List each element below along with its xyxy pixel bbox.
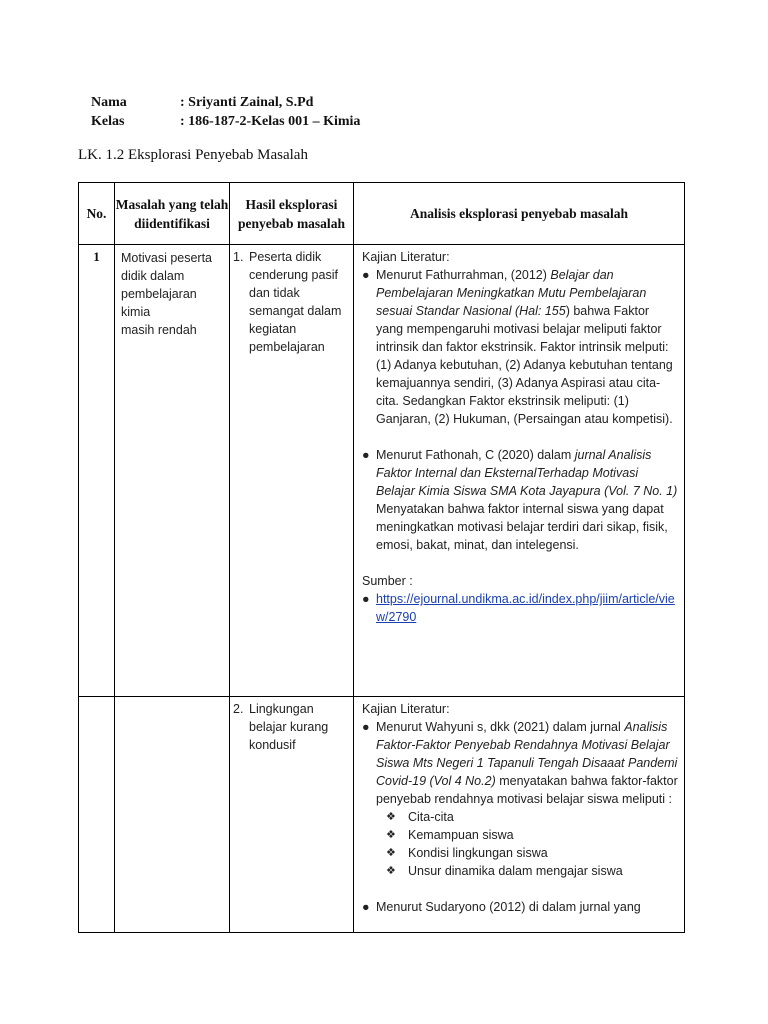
- nama-value: : Sriyanti Zainal, S.Pd: [180, 95, 314, 110]
- bullet-icon: ●: [362, 268, 370, 282]
- hasil-number: 2.: [233, 702, 244, 716]
- problem-table: [78, 182, 685, 933]
- list-item: [362, 898, 678, 916]
- table-header-row: [79, 183, 685, 245]
- list-item: [362, 718, 678, 808]
- kajian-label: Kajian Literatur:: [362, 702, 450, 716]
- ref-text: Menurut Fathurrahman, (2012): [376, 268, 551, 282]
- factor-item: [362, 844, 678, 862]
- list-item: [362, 446, 678, 554]
- ref-text: Menyatakan bahwa faktor internal siswa yang dapat meningkatkan motivasi belajar terdiri dari sikap, fisik, emosi, bakat, minat, dan intelegensi.: [376, 502, 668, 552]
- table-row: [79, 697, 685, 933]
- hasil-cell: [230, 245, 354, 697]
- bullet-icon: ●: [362, 720, 370, 734]
- header-masalah: Masalah yang telah diidentifikasi: [115, 183, 230, 245]
- kelas-row: [91, 112, 360, 131]
- ref-title: jurnal Analisis Faktor Internal dan EksternalTerhadap Motivasi Belajar Kimia Siswa SMA Kota Jayapura (Vol. 7 No. 1): [376, 448, 678, 498]
- header-hasil: Hasil eksplorasi penyebab masalah: [230, 183, 354, 245]
- factor-item: [362, 862, 678, 880]
- bullet-icon: ●: [362, 592, 370, 606]
- factor-item: [362, 808, 678, 826]
- factor-item: [362, 826, 678, 844]
- hasil-item: [230, 697, 353, 754]
- header-analisis: Analisis eksplorasi penyebab masalah: [354, 183, 685, 245]
- kelas-value: : 186-187-2-Kelas 001 – Kimia: [180, 114, 361, 129]
- diamond-bullet-icon: ❖: [386, 847, 396, 859]
- factor-text: Unsur dinamika dalam mengajar siswa: [408, 864, 623, 878]
- page-title: LK. 1.2 Eksplorasi Penyebab Masalah: [78, 147, 308, 163]
- diamond-bullet-icon: ❖: [386, 811, 396, 823]
- factor-text: Kondisi lingkungan siswa: [408, 846, 548, 860]
- header-no: No.: [79, 183, 115, 245]
- hasil-text: Lingkungan belajar kurang kondusif: [249, 702, 329, 752]
- row-number: 1: [79, 245, 115, 697]
- ref-text: ) bahwa Faktor yang mempengaruhi motivasi belajar meliputi faktor intrinsik dan faktor ekstrinsik. Faktor intrinsik melputi: (1) Adanya kebutuhan, (2) Adanya kebutuhan tentang kemajuannya sendiri, (3) Adanya Aspirasi atau cita-cita. Sedangkan Faktor ekstrinsik meliputi: (1) Ganjaran, (2) Hukuman, (Persaingan atau kompetisi).: [376, 304, 673, 426]
- bullet-icon: ●: [362, 448, 370, 462]
- hasil-text: Peserta didik cenderung pasif dan tidak semangat dalam kegiatan pembelajaran: [249, 250, 342, 354]
- sumber-label: Sumber :: [362, 574, 413, 588]
- analisis-cell: [354, 697, 685, 933]
- kajian-label: Kajian Literatur:: [362, 250, 450, 264]
- nama-row: [91, 93, 360, 112]
- list-item: [362, 266, 678, 428]
- table-row: [79, 245, 685, 697]
- hasil-cell: [230, 697, 354, 933]
- masalah-cell: [115, 245, 230, 697]
- ref-text: Menurut Fathonah, C (2020) dalam: [376, 448, 575, 462]
- ref-title: Analisis Faktor-Faktor Penyebab Rendahnya Motivasi Belajar Siswa Mts Negeri 1 Tapanuli Tengah Disaaat Pandemi Covid-19 (Vol 4 No.2): [376, 720, 678, 788]
- ref-text: Menurut Wahyuni s, dkk (2021) dalam jurnal: [376, 720, 625, 734]
- masalah-text: Motivasi peserta didik dalam pembelajaran kimia: [121, 251, 213, 319]
- hasil-item: [230, 245, 353, 356]
- ref-text: menyatakan bahwa faktor-faktor penyebab rendahnya motivasi belajar siswa meliputi :: [376, 774, 678, 806]
- list-item: [362, 590, 678, 626]
- masalah-cell: [115, 697, 230, 933]
- masalah-text-2: masih rendah: [121, 323, 197, 337]
- diamond-bullet-icon: ❖: [386, 829, 396, 841]
- kelas-label: Kelas: [91, 114, 125, 129]
- bullet-icon: ●: [362, 900, 370, 914]
- row-number: [79, 697, 115, 933]
- ref-text: Menurut Sudaryono (2012) di dalam jurnal yang: [376, 900, 641, 914]
- ref-title: Belajar dan Pembelajaran Meningkatkan Mutu Pembelajaran sesuai Standar Nasional (Hal: 155: [376, 268, 647, 318]
- factor-text: Cita-cita: [408, 810, 454, 824]
- hasil-number: 1.: [233, 250, 244, 264]
- factor-text: Kemampuan siswa: [408, 828, 514, 842]
- analisis-cell: [354, 245, 685, 697]
- source-link[interactable]: https://ejournal.undikma.ac.id/index.php/jiim/article/view/2790: [376, 592, 675, 624]
- nama-label: Nama: [91, 95, 127, 110]
- identity-header: [91, 93, 360, 131]
- diamond-bullet-icon: ❖: [386, 865, 396, 877]
